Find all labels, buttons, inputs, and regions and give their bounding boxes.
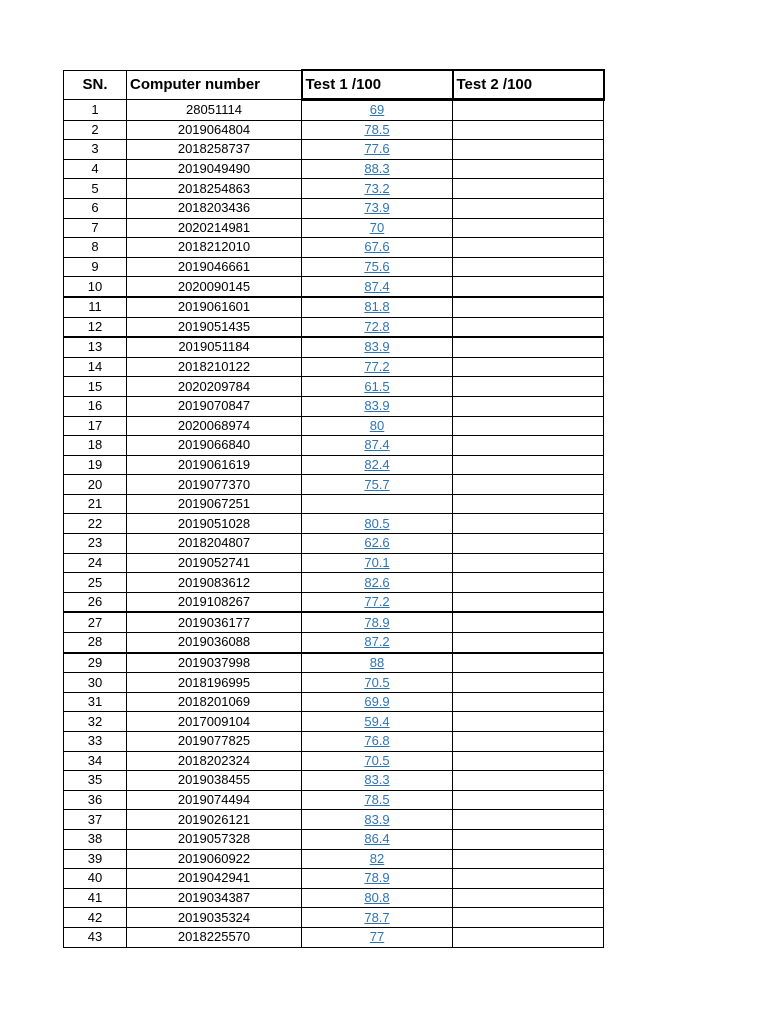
test-1-score-link — [302, 692, 453, 712]
test-2-score-cell — [453, 810, 604, 830]
computer-number-cell: 2019061601 — [127, 297, 302, 317]
sn-cell: 35 — [64, 771, 127, 791]
table-row — [64, 100, 604, 121]
test-1-score-link — [302, 238, 453, 258]
table-row — [64, 218, 604, 238]
table-row — [64, 475, 604, 495]
sn-cell: 26 — [64, 592, 127, 612]
test-2-score-cell — [453, 198, 604, 218]
computer-number-cell: 2019070847 — [127, 396, 302, 416]
sn-cell: 40 — [64, 869, 127, 889]
sn-cell: 1 — [64, 100, 127, 121]
table-row — [64, 888, 604, 908]
table-row — [64, 257, 604, 277]
table-row — [64, 277, 604, 297]
score-link[interactable]: 88.3 — [364, 161, 390, 177]
header-row — [64, 70, 604, 100]
test-1-score-link — [302, 357, 453, 377]
test-2-score-cell — [453, 653, 604, 673]
test-1-score-link — [302, 673, 453, 693]
test-2-score-cell — [453, 100, 604, 121]
test-1-score-link — [302, 396, 453, 416]
score-link[interactable]: 78.5 — [364, 792, 390, 808]
table-row — [64, 317, 604, 337]
score-link[interactable]: 83.3 — [364, 772, 390, 788]
test-2-score-cell — [453, 317, 604, 337]
computer-number-cell: 2019034387 — [127, 888, 302, 908]
test-2-score-cell — [453, 751, 604, 771]
score-link[interactable]: 77.2 — [364, 359, 390, 375]
computer-number-cell: 2019057328 — [127, 829, 302, 849]
test-1-score-link — [302, 573, 453, 593]
table-row — [64, 908, 604, 928]
test-1-score-link — [302, 810, 453, 830]
header-computer-number: Computer number — [127, 70, 302, 100]
score-link[interactable]: 82.4 — [364, 456, 390, 472]
test-1-score-link — [302, 159, 453, 179]
test-2-score-cell — [453, 534, 604, 554]
computer-number-cell: 2019077370 — [127, 475, 302, 495]
score-link[interactable]: 70.5 — [364, 674, 390, 690]
score-link[interactable]: 82 — [369, 850, 385, 866]
test-1-score-link — [302, 455, 453, 475]
computer-number-cell: 2019077825 — [127, 732, 302, 752]
test-1-score-link — [302, 612, 453, 632]
test-1-score-link — [302, 100, 453, 121]
computer-number-cell: 2018210122 — [127, 357, 302, 377]
computer-number-cell: 2018196995 — [127, 673, 302, 693]
test-2-score-cell — [453, 455, 604, 475]
test-2-score-cell — [453, 179, 604, 199]
test-2-score-cell — [453, 573, 604, 593]
score-link[interactable]: 72.8 — [364, 318, 390, 334]
sn-cell: 24 — [64, 553, 127, 573]
table-row — [64, 810, 604, 830]
score-link[interactable]: 62.6 — [364, 535, 390, 551]
test-2-score-cell — [453, 494, 604, 514]
test-1-score-link — [302, 377, 453, 397]
sn-cell: 7 — [64, 218, 127, 238]
test-1-score-link — [302, 436, 453, 456]
score-link[interactable]: 76.8 — [364, 733, 390, 749]
test-1-score-link — [302, 297, 453, 317]
test-2-score-cell — [453, 908, 604, 928]
score-link[interactable]: 83.9 — [364, 398, 390, 414]
test-1-score-link — [302, 653, 453, 673]
header-sn: SN. — [64, 70, 127, 100]
table-row — [64, 692, 604, 712]
test-1-score-link — [302, 475, 453, 495]
computer-number-cell: 2019051435 — [127, 317, 302, 337]
table-row — [64, 120, 604, 140]
table-row — [64, 514, 604, 534]
score-link[interactable]: 77 — [369, 929, 385, 945]
computer-number-cell: 2019037998 — [127, 653, 302, 673]
test-2-score-cell — [453, 377, 604, 397]
score-link[interactable]: 61.5 — [364, 378, 390, 394]
computer-number-cell: 2020090145 — [127, 277, 302, 297]
header-test-2: Test 2 /100 — [453, 70, 604, 100]
sn-cell: 42 — [64, 908, 127, 928]
table-row — [64, 377, 604, 397]
test-2-score-cell — [453, 732, 604, 752]
test-1-score-link — [302, 257, 453, 277]
table-row — [64, 653, 604, 673]
computer-number-cell: 2019051184 — [127, 337, 302, 357]
table-row — [64, 771, 604, 791]
test-2-score-cell — [453, 849, 604, 869]
table-row — [64, 297, 604, 317]
computer-number-cell: 2019036177 — [127, 612, 302, 632]
table-row — [64, 140, 604, 160]
table-row — [64, 238, 604, 258]
sn-cell: 6 — [64, 198, 127, 218]
test-2-score-cell — [453, 357, 604, 377]
sn-cell: 43 — [64, 927, 127, 947]
table-row — [64, 534, 604, 554]
sn-cell: 34 — [64, 751, 127, 771]
computer-number-cell: 2018225570 — [127, 927, 302, 947]
sn-cell: 10 — [64, 277, 127, 297]
test-1-score-link — [302, 633, 453, 653]
score-link[interactable]: 87.4 — [364, 278, 390, 294]
computer-number-cell: 2018254863 — [127, 179, 302, 199]
test-1-score-link — [302, 416, 453, 436]
score-table — [63, 69, 605, 948]
table-row — [64, 198, 604, 218]
score-link[interactable]: 80.5 — [364, 515, 390, 531]
computer-number-cell: 2019046661 — [127, 257, 302, 277]
test-2-score-cell — [453, 592, 604, 612]
score-link[interactable]: 82.6 — [364, 574, 390, 590]
test-1-score-link — [302, 494, 453, 514]
sn-cell: 36 — [64, 790, 127, 810]
test-2-score-cell — [453, 790, 604, 810]
score-link[interactable]: 70 — [369, 219, 385, 235]
sn-cell: 32 — [64, 712, 127, 732]
table-row — [64, 592, 604, 612]
computer-number-cell: 2019026121 — [127, 810, 302, 830]
computer-number-cell: 2018204807 — [127, 534, 302, 554]
test-2-score-cell — [453, 436, 604, 456]
computer-number-cell: 2019042941 — [127, 869, 302, 889]
table-row — [64, 849, 604, 869]
test-1-score-link — [302, 534, 453, 554]
test-2-score-cell — [453, 159, 604, 179]
sn-cell: 31 — [64, 692, 127, 712]
sn-cell: 5 — [64, 179, 127, 199]
sn-cell: 13 — [64, 337, 127, 357]
sn-cell: 19 — [64, 455, 127, 475]
sn-cell: 27 — [64, 612, 127, 632]
table-row — [64, 494, 604, 514]
test-1-score-link — [302, 908, 453, 928]
score-link[interactable]: 87.2 — [364, 634, 390, 650]
table-row — [64, 829, 604, 849]
test-2-score-cell — [453, 277, 604, 297]
sn-cell: 4 — [64, 159, 127, 179]
table-row — [64, 337, 604, 357]
table-row — [64, 416, 604, 436]
computer-number-cell: 2018201069 — [127, 692, 302, 712]
test-1-score-link — [302, 140, 453, 160]
test-2-score-cell — [453, 514, 604, 534]
sn-cell: 17 — [64, 416, 127, 436]
test-1-score-link — [302, 592, 453, 612]
computer-number-cell: 2019036088 — [127, 633, 302, 653]
test-2-score-cell — [453, 712, 604, 732]
score-link[interactable]: 70.5 — [364, 752, 390, 768]
sn-cell: 15 — [64, 377, 127, 397]
sn-cell: 29 — [64, 653, 127, 673]
sn-cell: 41 — [64, 888, 127, 908]
sn-cell: 9 — [64, 257, 127, 277]
table-row — [64, 633, 604, 653]
test-2-score-cell — [453, 337, 604, 357]
table-row — [64, 573, 604, 593]
test-1-score-link — [302, 771, 453, 791]
score-link[interactable]: 69 — [369, 102, 385, 118]
table-row — [64, 357, 604, 377]
test-1-score-link — [302, 198, 453, 218]
sn-cell: 39 — [64, 849, 127, 869]
score-link[interactable]: 81.8 — [364, 299, 390, 315]
score-link[interactable]: 75.6 — [364, 259, 390, 275]
computer-number-cell: 2020209784 — [127, 377, 302, 397]
test-1-score-link — [302, 120, 453, 140]
test-1-score-link — [302, 790, 453, 810]
test-1-score-link — [302, 888, 453, 908]
score-link[interactable]: 77.6 — [364, 141, 390, 157]
score-link[interactable]: 77.2 — [364, 594, 390, 610]
score-link[interactable]: 86.4 — [364, 831, 390, 847]
sn-cell: 25 — [64, 573, 127, 593]
computer-number-cell: 2019038455 — [127, 771, 302, 791]
table-row — [64, 673, 604, 693]
computer-number-cell: 2018212010 — [127, 238, 302, 258]
computer-number-cell: 2019060922 — [127, 849, 302, 869]
header-test-1: Test 1 /100 — [302, 70, 453, 100]
test-1-score-link — [302, 553, 453, 573]
test-2-score-cell — [453, 673, 604, 693]
test-2-score-cell — [453, 869, 604, 889]
score-link[interactable]: 80.8 — [364, 890, 390, 906]
computer-number-cell: 2019049490 — [127, 159, 302, 179]
score-link[interactable]: 78.9 — [364, 614, 390, 630]
score-link[interactable]: 78.9 — [364, 870, 390, 886]
test-2-score-cell — [453, 416, 604, 436]
sn-cell: 37 — [64, 810, 127, 830]
score-link[interactable]: 73.9 — [364, 200, 390, 216]
computer-number-cell: 2020214981 — [127, 218, 302, 238]
test-2-score-cell — [453, 218, 604, 238]
table-row — [64, 927, 604, 947]
test-1-score-link — [302, 829, 453, 849]
sn-cell: 16 — [64, 396, 127, 416]
test-1-score-link — [302, 277, 453, 297]
score-link[interactable]: 83.9 — [364, 811, 390, 827]
sn-cell: 38 — [64, 829, 127, 849]
sn-cell: 23 — [64, 534, 127, 554]
test-2-score-cell — [453, 140, 604, 160]
sn-cell: 21 — [64, 494, 127, 514]
sn-cell: 3 — [64, 140, 127, 160]
sn-cell: 20 — [64, 475, 127, 495]
sn-cell: 11 — [64, 297, 127, 317]
score-link[interactable]: 88 — [369, 654, 385, 670]
table-row — [64, 396, 604, 416]
test-2-score-cell — [453, 612, 604, 632]
test-1-score-link — [302, 849, 453, 869]
computer-number-cell: 28051114 — [127, 100, 302, 121]
table-row — [64, 790, 604, 810]
sn-cell: 12 — [64, 317, 127, 337]
test-2-score-cell — [453, 771, 604, 791]
score-link[interactable]: 59.4 — [364, 713, 390, 729]
computer-number-cell: 2017009104 — [127, 712, 302, 732]
score-link[interactable]: 83.9 — [364, 339, 390, 355]
test-1-score-link — [302, 732, 453, 752]
score-link[interactable]: 87.4 — [364, 437, 390, 453]
test-2-score-cell — [453, 829, 604, 849]
score-link[interactable]: 67.6 — [364, 239, 390, 255]
sn-cell: 30 — [64, 673, 127, 693]
table-row — [64, 612, 604, 632]
test-1-score-link — [302, 927, 453, 947]
computer-number-cell: 2018202324 — [127, 751, 302, 771]
computer-number-cell: 2019074494 — [127, 790, 302, 810]
test-2-score-cell — [453, 633, 604, 653]
test-2-score-cell — [453, 927, 604, 947]
table-row — [64, 732, 604, 752]
computer-number-cell: 2019067251 — [127, 494, 302, 514]
test-1-score-link — [302, 179, 453, 199]
table-row — [64, 553, 604, 573]
computer-number-cell: 2019061619 — [127, 455, 302, 475]
computer-number-cell: 2020068974 — [127, 416, 302, 436]
sn-cell: 14 — [64, 357, 127, 377]
sn-cell: 8 — [64, 238, 127, 258]
test-2-score-cell — [453, 120, 604, 140]
score-link[interactable]: 78.5 — [364, 121, 390, 137]
sn-cell: 2 — [64, 120, 127, 140]
table-row — [64, 869, 604, 889]
computer-number-cell: 2019066840 — [127, 436, 302, 456]
score-link[interactable]: 78.7 — [364, 909, 390, 925]
score-link[interactable]: 69.9 — [364, 694, 390, 710]
sn-cell: 28 — [64, 633, 127, 653]
computer-number-cell: 2019052741 — [127, 553, 302, 573]
table-row — [64, 455, 604, 475]
score-link[interactable]: 73.2 — [364, 180, 390, 196]
test-2-score-cell — [453, 257, 604, 277]
computer-number-cell: 2019035324 — [127, 908, 302, 928]
table-row — [64, 712, 604, 732]
test-1-score-link — [302, 514, 453, 534]
computer-number-cell: 2018258737 — [127, 140, 302, 160]
test-2-score-cell — [453, 553, 604, 573]
table-row — [64, 751, 604, 771]
test-2-score-cell — [453, 888, 604, 908]
test-1-score-link — [302, 751, 453, 771]
test-2-score-cell — [453, 396, 604, 416]
test-2-score-cell — [453, 475, 604, 495]
score-link[interactable]: 75.7 — [364, 476, 390, 492]
table-row — [64, 179, 604, 199]
computer-number-cell: 2019064804 — [127, 120, 302, 140]
score-link[interactable]: 70.1 — [364, 554, 390, 570]
computer-number-cell: 2019108267 — [127, 592, 302, 612]
table-row — [64, 436, 604, 456]
test-1-score-link — [302, 712, 453, 732]
test-1-score-link — [302, 337, 453, 357]
sn-cell: 33 — [64, 732, 127, 752]
test-1-score-link — [302, 218, 453, 238]
test-2-score-cell — [453, 297, 604, 317]
computer-number-cell: 2019051028 — [127, 514, 302, 534]
test-2-score-cell — [453, 692, 604, 712]
score-link[interactable]: 80 — [369, 417, 385, 433]
test-2-score-cell — [453, 238, 604, 258]
test-1-score-link — [302, 869, 453, 889]
sn-cell: 18 — [64, 436, 127, 456]
computer-number-cell: 2018203436 — [127, 198, 302, 218]
table-row — [64, 159, 604, 179]
test-1-score-link — [302, 317, 453, 337]
sn-cell: 22 — [64, 514, 127, 534]
computer-number-cell: 2019083612 — [127, 573, 302, 593]
